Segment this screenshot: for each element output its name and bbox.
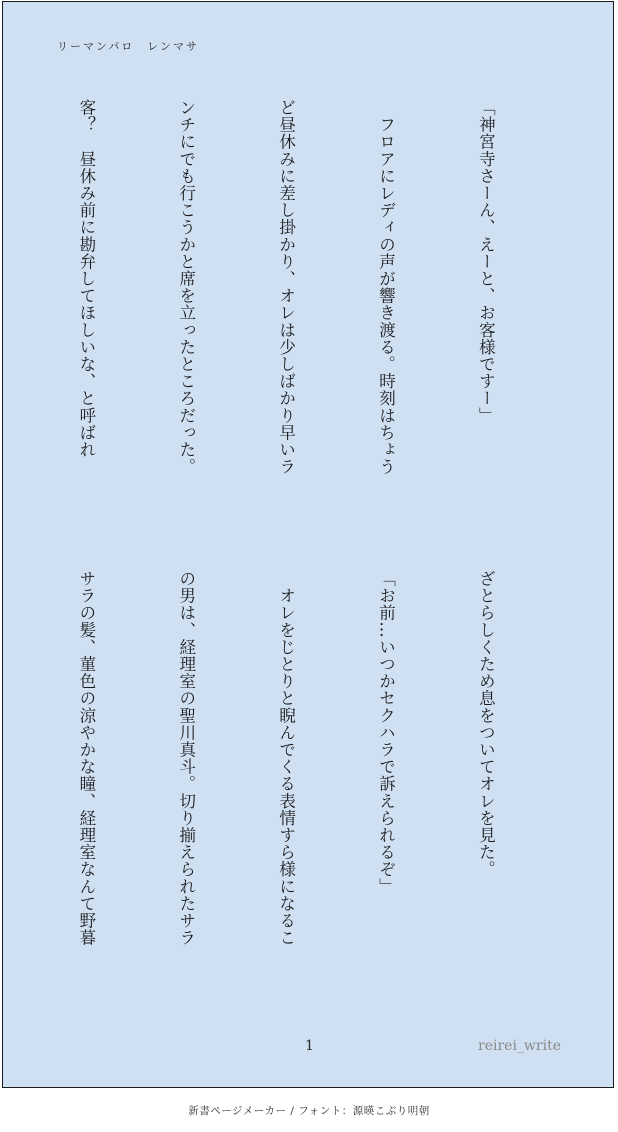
text-line: の男は、経理室の聖川真斗。切り揃えられたサラ bbox=[176, 570, 196, 947]
text-block-bottom bbox=[49, 570, 569, 1010]
text-line: ざとらしくため息をついてオレを見た。 bbox=[476, 570, 496, 878]
text-line: オレをじとりと睨んでくる表情すら様になるこ bbox=[276, 570, 296, 947]
text-line: フロアにレディの声が響き渡る。時刻はちょう bbox=[376, 99, 396, 476]
generator-footer: 新書ページメーカー / フォント：源暎こぶり明朝 bbox=[188, 1105, 430, 1117]
text-line: ど昼休みに差し掛かり、オレは少しばかり早いラ bbox=[276, 99, 296, 476]
text-block-top bbox=[49, 99, 569, 521]
text-line: 「神宮寺さーん、えーと、お客様ですー」 bbox=[476, 99, 496, 424]
text-line: サラの髪、菫色の涼やかな瞳、経理室なんて野暮 bbox=[76, 570, 96, 947]
text-line bbox=[0, 570, 3, 1010]
manuscript-page bbox=[2, 1, 614, 1088]
page-number: 1 bbox=[305, 1038, 314, 1054]
page-header-title: リーマンパロ レンマサ bbox=[57, 40, 199, 53]
text-line bbox=[0, 99, 3, 521]
author-credit: reirei_write bbox=[478, 1038, 561, 1054]
text-line: 客？ 昼休み前に勘弁してほしいな、と呼ばれ bbox=[76, 99, 96, 459]
text-line: ンチにでも行こうかと席を立ったところだった。 bbox=[176, 99, 196, 476]
text-line: 「お前…いつかセクハラで訴えられるぞ」 bbox=[376, 570, 396, 895]
